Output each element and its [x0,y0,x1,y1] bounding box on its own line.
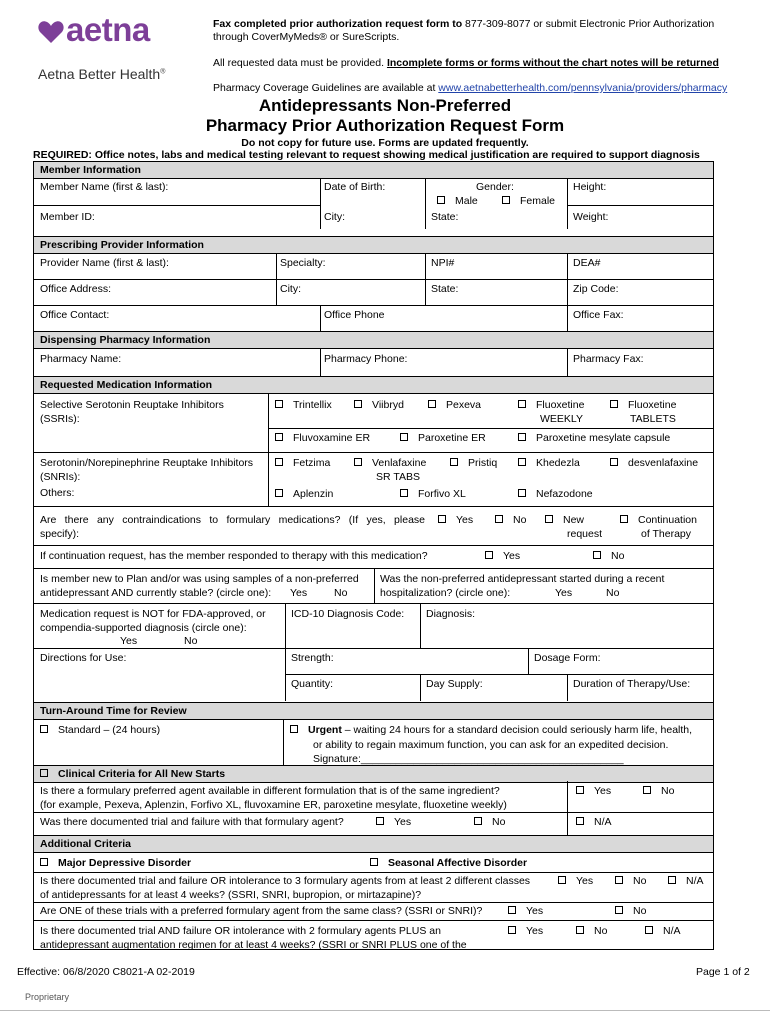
additional-q3-na[interactable]: N/A [645,924,681,938]
checkbox-icon [593,551,601,559]
checkbox-icon [576,786,584,794]
proprietary-label: Proprietary [25,992,70,1002]
height-field[interactable]: Height: [573,181,607,193]
contraindications-question: Are there any contraindications to formulary medications? (If yes, please [40,514,425,526]
others-label: Others: [40,487,75,499]
copy-note: Do not copy for future use. Forms are updated frequently. [241,137,529,149]
checkbox-icon [495,515,503,523]
fax-instructions-line2: through CoverMyMeds® or SureScripts. [213,31,400,43]
additional-question-1-line2: of antidepressants for at least 4 weeks? (SSRI, SNRI, bupropion, or mirtazapine)? [40,889,422,901]
checkbox-icon [376,817,384,825]
fda-question: Medication request is NOT for FDA-approved, or [40,608,266,620]
checkbox-icon [576,817,584,825]
new-to-plan-question-2: antidepressant AND currently stable? (circle one): [40,587,272,599]
gender-label: Gender: [476,181,514,193]
weight-field[interactable]: Weight: [573,211,609,223]
additional-q1-na[interactable]: N/A [668,874,704,888]
clinical-q2-na[interactable]: N/A [576,815,612,829]
additional-q3-no[interactable]: No [576,924,607,938]
office-fax-field[interactable]: Office Fax: [573,309,624,321]
option-forfivo-xl[interactable]: Forfivo XL [400,487,466,501]
option-pristiq[interactable]: Pristiq [450,456,497,470]
form-title-line2: Pharmacy Prior Authorization Request Form [205,116,565,135]
pharmacy-name-field[interactable]: Pharmacy Name: [40,353,122,365]
option-fluoxetine-tablets[interactable]: Fluoxetine [610,398,676,412]
ssri-label-2: (SSRIs): [40,413,80,425]
new-request-option[interactable]: New [545,513,584,527]
fluoxetine-tablets-line2: TABLETS [630,413,676,425]
option-venlafaxine-sr[interactable]: Venlafaxine [354,456,426,470]
quantity-field[interactable]: Quantity: [291,678,334,690]
option-desvenlafaxine[interactable]: desvenlafaxine [610,456,698,470]
fluoxetine-weekly-line2: WEEKLY [540,413,583,425]
option-fluoxetine-weekly[interactable]: Fluoxetine [518,398,584,412]
additional-question-3-line2: antidepressant augmentation regimen for at least 4 weeks? (SSRI or SNRI PLUS one of the [40,939,467,951]
clinical-question-1-example: (for example, Pexeva, Aplenzin, Forfivo XL, fluvoxamine ER, paroxetine mesylate, fluoxetine weekly) [40,799,507,811]
section-requested-medication: Requested Medication Information [34,376,713,394]
required-data-notice: All requested data must be provided. Incomplete forms or forms without the chart notes will be returned [213,57,719,69]
zip-code-field[interactable]: Zip Code: [573,283,619,295]
option-nefazodone[interactable]: Nefazodone [518,487,593,501]
strength-field[interactable]: Strength: [291,652,334,664]
option-trintellix[interactable]: Trintellix [275,398,332,412]
section-turnaround-time: Turn-Around Time for Review [34,702,713,720]
option-aplenzin[interactable]: Aplenzin [275,487,333,501]
checkbox-icon [400,433,408,441]
checkbox-icon [643,786,651,794]
hospitalization-no[interactable]: No [606,587,620,599]
continuation-response-question: If continuation request, has the member responded to therapy with this medication? [40,550,428,562]
major-depressive-option[interactable]: Major Depressive Disorder [40,856,191,870]
additional-question-3: Is there documented trial AND failure OR intolerance with 2 formulary agents PLUS an [40,925,441,937]
seasonal-affective-option[interactable]: Seasonal Affective Disorder [370,856,527,870]
checkbox-icon [558,876,566,884]
checkbox-icon[interactable] [40,769,48,777]
additional-q2-yes[interactable]: Yes [508,904,543,918]
checkbox-icon [645,926,653,934]
additional-q3-yes[interactable]: Yes [508,924,543,938]
standard-review-option[interactable]: Standard – (24 hours) [40,723,160,737]
clinical-q2-yes[interactable]: Yes [376,815,411,829]
snri-label-2: (SNRIs): [40,471,81,483]
checkbox-icon [668,876,676,884]
checkbox-icon [354,400,362,408]
checkbox-icon [615,876,623,884]
member-id-field[interactable]: Member ID: [40,211,95,223]
fax-instructions: Fax completed prior authorization request form to 877-309-8077 or submit Electronic Prior Authorization [213,18,715,30]
section-pharmacy-information: Dispensing Pharmacy Information [34,331,713,349]
checkbox-icon [518,458,526,466]
page-number: Page 1 of 2 [696,966,750,978]
effective-date: Effective: 06/8/2020 C8021-A 02-2019 [17,966,195,978]
duration-field[interactable]: Duration of Therapy/Use: [573,678,691,690]
guidelines-link[interactable]: www.aetnabetterhealth.com/pennsylvania/providers/pharmacy [438,82,728,94]
checkbox-icon [576,926,584,934]
option-fluvoxamine-er[interactable]: Fluvoxamine ER [275,431,370,445]
section-additional-criteria: Additional Criteria [34,835,713,853]
checkbox-icon [518,400,526,408]
pharmacy-fax-field[interactable]: Pharmacy Fax: [573,353,644,365]
continuation-line2: of Therapy [641,528,692,540]
section-member-information: Member Information [34,161,713,179]
checkbox-icon [545,515,553,523]
brand-name: aetna [66,11,150,48]
checkbox-icon [370,858,378,866]
npi-field[interactable]: NPI# [431,257,455,269]
checkbox-icon [474,817,482,825]
option-paroxetine-mesylate[interactable]: Paroxetine mesylate capsule [518,431,670,445]
member-state-field[interactable]: State: [431,211,459,223]
dea-field[interactable]: DEA# [573,257,601,269]
additional-q1-no[interactable]: No [615,874,646,888]
hospitalization-yes[interactable]: Yes [555,587,573,599]
diagnosis-field[interactable]: Diagnosis: [426,608,476,620]
checkbox-icon [400,489,408,497]
required-note: REQUIRED: Office notes, labs and medical testing relevant to request showing medical justification are required to support diagnosis [33,149,700,161]
form-title-line1: Antidepressants Non-Preferred [258,96,512,115]
checkbox-icon [508,926,516,934]
provider-name-field[interactable]: Provider Name (first & last): [40,257,169,269]
venlafaxine-line2: SR TABS [376,471,420,483]
hospitalization-question-2: hospitalization? (circle one): [380,587,511,599]
clinical-question-1: Is there a formulary preferred agent available in different formulation that is of the same ingredient? [40,785,500,797]
section-prescriber-information: Prescribing Provider Information [34,236,713,254]
signature-field[interactable]: Signature:_____________________________________________ [313,753,624,765]
aetna-logo [38,11,168,48]
ssri-label: Selective Serotonin Reuptake Inhibitors [40,399,224,411]
checkbox-icon [438,515,446,523]
response-yes-option[interactable]: Yes [485,549,520,563]
checkbox-icon [508,906,516,914]
member-name-field[interactable]: Member Name (first & last): [40,181,169,193]
additional-question-1: Is there documented trial and failure OR intolerance to 3 formulary agents from at least 2 different classes [40,875,531,887]
gender-male-option[interactable]: Male [437,194,478,208]
checkbox-icon [518,489,526,497]
office-phone-field[interactable]: Office Phone [324,309,385,321]
office-address-field[interactable]: Office Address: [40,283,112,295]
option-fetzima[interactable]: Fetzima [275,456,330,470]
checkbox-icon [437,196,445,204]
checkbox-icon [615,906,623,914]
snri-label: Serotonin/Norepinephrine Reuptake Inhibitors [40,457,254,469]
checkbox-icon [40,858,48,866]
fda-yes[interactable]: Yes [120,635,138,647]
checkbox-icon [450,458,458,466]
dob-field[interactable]: Date of Birth: [324,181,386,193]
pharmacy-phone-field[interactable]: Pharmacy Phone: [324,353,408,365]
new-to-plan-question: Is member new to Plan and/or was using samples of a non-preferred [40,573,359,585]
checkbox-icon [275,489,283,497]
clinical-q1-no[interactable]: No [643,784,674,798]
clinical-q1-yes[interactable]: Yes [576,784,611,798]
checkbox-icon [502,196,510,204]
checkbox-icon [485,551,493,559]
directions-field[interactable]: Directions for Use: [40,652,127,664]
provider-state-field[interactable]: State: [431,283,459,295]
checkbox-icon [290,725,298,733]
checkbox-icon [275,458,283,466]
office-contact-field[interactable]: Office Contact: [40,309,110,321]
new-to-plan-no[interactable]: No [334,587,348,599]
checkbox-icon [620,515,628,523]
option-pexeva[interactable]: Pexeva [428,398,481,412]
section-clinical-criteria: Clinical Criteria for All New Starts [34,765,713,783]
clinical-q2-no[interactable]: No [474,815,505,829]
contraindications-question-2: specify): [40,528,80,540]
fda-question-2: compendia-supported diagnosis (circle one): [40,622,247,634]
option-khedezla[interactable]: Khedezla [518,456,580,470]
checkbox-icon [275,400,283,408]
checkbox-icon [428,400,436,408]
day-supply-field[interactable]: Day Supply: [426,678,483,690]
checkbox-icon [354,458,362,466]
additional-question-2: Are ONE of these trials with a preferred formulary agent from the same class? (SSRI or SNRI)? [40,905,483,917]
fda-no[interactable]: No [184,635,198,647]
dosage-form-field[interactable]: Dosage Form: [534,652,601,664]
new-request-line2: request [567,528,603,540]
page-divider [0,1010,770,1013]
option-paroxetine-er[interactable]: Paroxetine ER [400,431,486,445]
checkbox-icon [610,458,618,466]
member-city-field[interactable]: City: [324,211,345,223]
checkbox-icon [275,433,283,441]
gender-female-option[interactable]: Female [502,194,555,208]
option-viibryd[interactable]: Viibryd [354,398,404,412]
brand-subtitle: Aetna Better Health® [38,66,166,82]
urgent-description-2: or ability to regain maximum function, you can ask for an expedited decision. [313,739,669,751]
icd10-field[interactable]: ICD-10 Diagnosis Code: [291,608,405,620]
continuation-option[interactable]: Continuation [620,513,697,527]
additional-q1-yes[interactable]: Yes [558,874,593,888]
contra-yes-option[interactable]: Yes [438,513,473,527]
additional-q2-no[interactable]: No [615,904,646,918]
checkbox-icon [610,400,618,408]
heart-icon [38,20,64,44]
clinical-question-2: Was there documented trial and failure with that formulary agent? [40,816,344,828]
provider-city-field[interactable]: City: [280,283,301,295]
new-to-plan-yes[interactable]: Yes [290,587,308,599]
contra-no-option[interactable]: No [495,513,526,527]
guidelines-notice: Pharmacy Coverage Guidelines are available at www.aetnabetterhealth.com/pennsylvania/providers/pharmacy [213,82,728,94]
urgent-review-option[interactable]: Urgent – waiting 24 hours for a standard decision could seriously harm life, health, [290,723,692,737]
checkbox-icon [518,433,526,441]
checkbox-icon [40,725,48,733]
response-no-option[interactable]: No [593,549,624,563]
hospitalization-question: Was the non-preferred antidepressant started during a recent [380,573,665,585]
specialty-field[interactable]: Specialty: [280,257,326,269]
